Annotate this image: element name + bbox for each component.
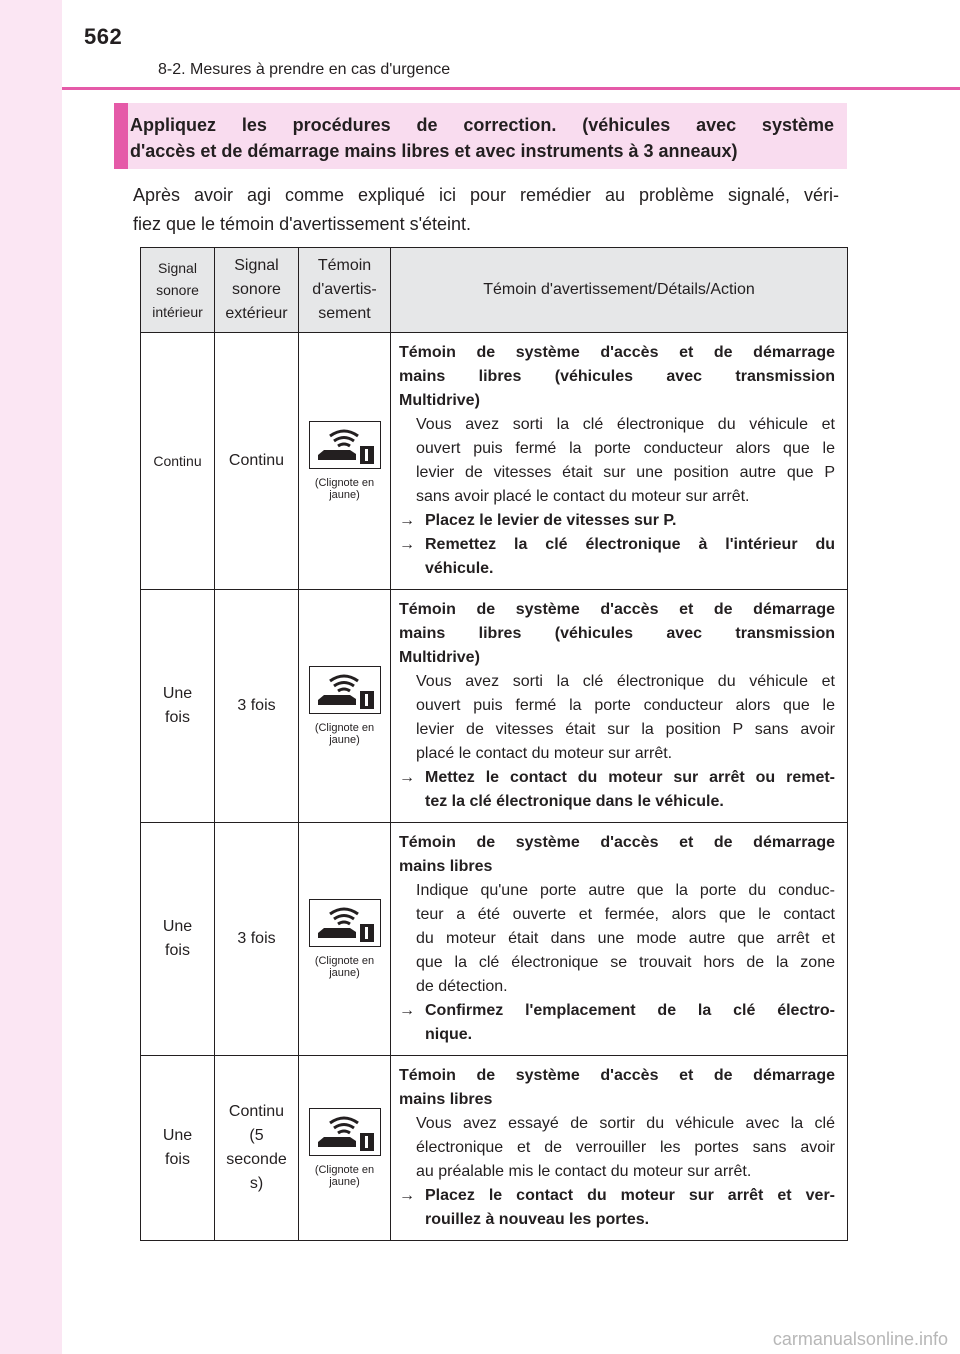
warning-title-line: Multidrive)	[399, 649, 480, 666]
warning-details-line: électronique et de verrouiller les portes sans avoir	[416, 1139, 835, 1156]
exterior-buzzer-cell	[215, 1056, 299, 1241]
icon-note-line: (Clignote en	[314, 722, 375, 734]
warning-title	[399, 1064, 835, 1112]
warning-title-line: Témoin de système d'accès et de démarrage	[399, 1067, 835, 1084]
interior-buzzer-text: Une	[162, 685, 193, 702]
header-rule	[62, 87, 960, 90]
interior-buzzer-text: fois	[165, 942, 190, 959]
intro-line-2: fiez que le témoin d'avertissement s'éteint.	[133, 214, 472, 234]
exterior-buzzer-text: Continu	[228, 452, 285, 469]
icon-note-line: jaune)	[329, 734, 360, 746]
arrow-right-icon: →	[399, 769, 415, 786]
header-interior-buzzer	[141, 248, 215, 333]
table-row	[141, 823, 848, 1056]
section-title: 8-2. Mesures à prendre en cas d'urgence	[158, 61, 451, 78]
icon-note	[299, 477, 390, 501]
warning-title-line: mains libres	[399, 1091, 493, 1108]
warning-details-line: teur a été ouverte et fermée, alors que le contact	[416, 906, 835, 923]
action-item	[399, 533, 835, 581]
warning-details-line: que la clé électronique se trouvait hors de la zone	[416, 954, 835, 971]
icon-note-line: (Clignote en	[314, 1164, 375, 1176]
header-text: Témoin	[317, 257, 372, 274]
header-details-action: Témoin d'avertissement/Détails/Action	[391, 248, 848, 333]
details-cell	[391, 333, 848, 590]
header-text: Signal	[234, 257, 279, 274]
action-item	[399, 999, 835, 1047]
action-text-line: Placez le levier de vitesses sur P.	[425, 512, 677, 529]
details-cell	[391, 590, 848, 823]
exterior-buzzer-text: 3 fois	[237, 930, 276, 947]
warning-title-line: Témoin de système d'accès et de démarrage	[399, 834, 835, 851]
icon-note-line: jaune)	[329, 1176, 360, 1188]
warning-details-line: ouvert puis fermé la porte conducteur alors que le	[416, 440, 835, 457]
table-row	[141, 1056, 848, 1241]
procedure-banner	[114, 103, 847, 169]
action-text-line: Confirmez l'emplacement de la clé électro-	[425, 1002, 835, 1019]
header-text: sonore	[232, 281, 281, 298]
table-row	[141, 590, 848, 823]
smart-key-warning-icon	[309, 421, 381, 469]
warning-details-line: Vous avez sorti la clé électronique du véhicule et	[416, 673, 835, 690]
banner-text	[130, 112, 834, 164]
header-text: sement	[318, 305, 371, 322]
interior-buzzer-cell	[141, 333, 215, 590]
warning-details	[399, 879, 835, 999]
warning-details	[399, 413, 835, 509]
warning-light-cell	[299, 823, 391, 1056]
smart-key-warning-icon	[309, 1108, 381, 1156]
icon-note-line: jaune)	[329, 489, 360, 501]
interior-buzzer-cell	[141, 823, 215, 1056]
warning-light-cell	[299, 333, 391, 590]
banner-accent-bar	[114, 103, 128, 169]
warning-details	[399, 1112, 835, 1184]
warning-title-line: mains libres (véhicules avec transmission	[399, 625, 835, 642]
warning-details	[399, 670, 835, 766]
warning-title-line: mains libres (véhicules avec transmission	[399, 368, 835, 385]
action-item	[399, 1184, 835, 1232]
exterior-buzzer-text: Continu	[228, 1103, 285, 1120]
warning-details-line: au préalable mis le contact du moteur sur arrêt.	[416, 1163, 752, 1180]
interior-buzzer-text: fois	[165, 709, 190, 726]
warning-title-line: Multidrive)	[399, 392, 480, 409]
page-number: 562	[84, 24, 123, 49]
smart-key-warning-icon	[309, 899, 381, 947]
header-warning-light	[299, 248, 391, 333]
action-item	[399, 509, 835, 533]
side-band	[0, 0, 62, 1354]
warning-title	[399, 598, 835, 670]
exterior-buzzer-text: 3 fois	[237, 697, 276, 714]
interior-buzzer-cell	[141, 1056, 215, 1241]
icon-note	[299, 955, 390, 979]
warning-light-cell	[299, 1056, 391, 1241]
icon-note-line: jaune)	[329, 967, 360, 979]
warning-light-cell	[299, 590, 391, 823]
icon-note	[299, 1164, 390, 1188]
header-exterior-buzzer	[215, 248, 299, 333]
exterior-buzzer-cell	[215, 823, 299, 1056]
smart-key-icon-graphic	[310, 667, 380, 713]
arrow-right-icon: →	[399, 1187, 415, 1204]
intro-paragraph	[133, 181, 839, 239]
warning-details-line: levier de vitesses était sur la position P sans avoir	[416, 721, 835, 738]
smart-key-warning-icon	[309, 666, 381, 714]
smart-key-icon-graphic	[310, 422, 380, 468]
interior-buzzer-cell	[141, 590, 215, 823]
banner-line-2: d'accès et de démarrage mains libres et avec instruments à 3 anneaux)	[130, 141, 738, 161]
action-text-line: rouillez à nouveau les portes.	[425, 1211, 650, 1228]
action-text-line: nique.	[425, 1026, 473, 1043]
action-text-line: Placez le contact du moteur sur arrêt et ver-	[425, 1187, 835, 1204]
interior-buzzer-text: Une	[162, 918, 193, 935]
smart-key-icon-graphic	[310, 1109, 380, 1155]
warning-title-line: Témoin de système d'accès et de démarrage	[399, 601, 835, 618]
warning-details-line: de détection.	[416, 978, 508, 995]
details-cell	[391, 1056, 848, 1241]
details-cell	[391, 823, 848, 1056]
warning-title-line: Témoin de système d'accès et de démarrage	[399, 344, 835, 361]
exterior-buzzer-text: s)	[249, 1175, 264, 1192]
warning-table	[140, 247, 848, 1241]
icon-note	[299, 722, 390, 746]
warning-title	[399, 831, 835, 879]
warning-details-line: du moteur était dans une mode autre que arrêt et	[416, 930, 835, 947]
header-text: intérieur	[152, 304, 203, 320]
intro-line-1: Après avoir agi comme expliqué ici pour remédier au problème signalé, véri-	[133, 185, 839, 205]
exterior-buzzer-text: (5	[249, 1127, 264, 1144]
action-item	[399, 766, 835, 814]
icon-note-line: (Clignote en	[314, 477, 375, 489]
warning-title	[399, 341, 835, 413]
exterior-buzzer-cell	[215, 590, 299, 823]
banner-line-1: Appliquez les procédures de correction. (véhicules avec système	[130, 115, 834, 135]
arrow-right-icon: →	[399, 536, 415, 553]
footer-watermark: carmanualsonline.info	[772, 1329, 948, 1349]
arrow-right-icon: →	[399, 512, 415, 529]
exterior-buzzer-text: seconde	[226, 1151, 287, 1168]
interior-buzzer-text: Une	[162, 1127, 193, 1144]
action-text-line: tez la clé électronique dans le véhicule.	[425, 793, 724, 810]
warning-details-line: Vous avez essayé de sortir du véhicule avec la clé	[416, 1115, 835, 1132]
action-text-line: Mettez le contact du moteur sur arrêt ou remet-	[425, 769, 835, 786]
warning-details-line: ouvert puis fermé la porte conducteur alors que le	[416, 697, 835, 714]
interior-buzzer-text: Continu	[153, 453, 202, 469]
warning-title-line: mains libres	[399, 858, 493, 875]
table-row	[141, 333, 848, 590]
action-text-line: Remettez la clé électronique à l'intérieur du	[425, 536, 835, 553]
table-header-row	[141, 248, 848, 333]
warning-details-line: placé le contact du moteur sur arrêt.	[416, 745, 673, 762]
header-text: sonore	[156, 282, 199, 298]
warning-details-line: Vous avez sorti la clé électronique du véhicule et	[416, 416, 835, 433]
smart-key-icon-graphic	[310, 900, 380, 946]
arrow-right-icon: →	[399, 1002, 415, 1019]
exterior-buzzer-cell	[215, 333, 299, 590]
warning-details-line: Indique qu'une porte autre que la porte du conduc-	[416, 882, 835, 899]
header-text: Signal	[158, 260, 197, 276]
icon-note-line: (Clignote en	[314, 955, 375, 967]
header-text: d'avertis-	[312, 281, 377, 298]
warning-details-line: levier de vitesses était sur une position autre que P	[416, 464, 835, 481]
warning-details-line: sans avoir placé le contact du moteur sur arrêt.	[416, 488, 750, 505]
action-text-line: véhicule.	[425, 560, 494, 577]
interior-buzzer-text: fois	[165, 1151, 190, 1168]
header-text: extérieur	[225, 305, 288, 322]
